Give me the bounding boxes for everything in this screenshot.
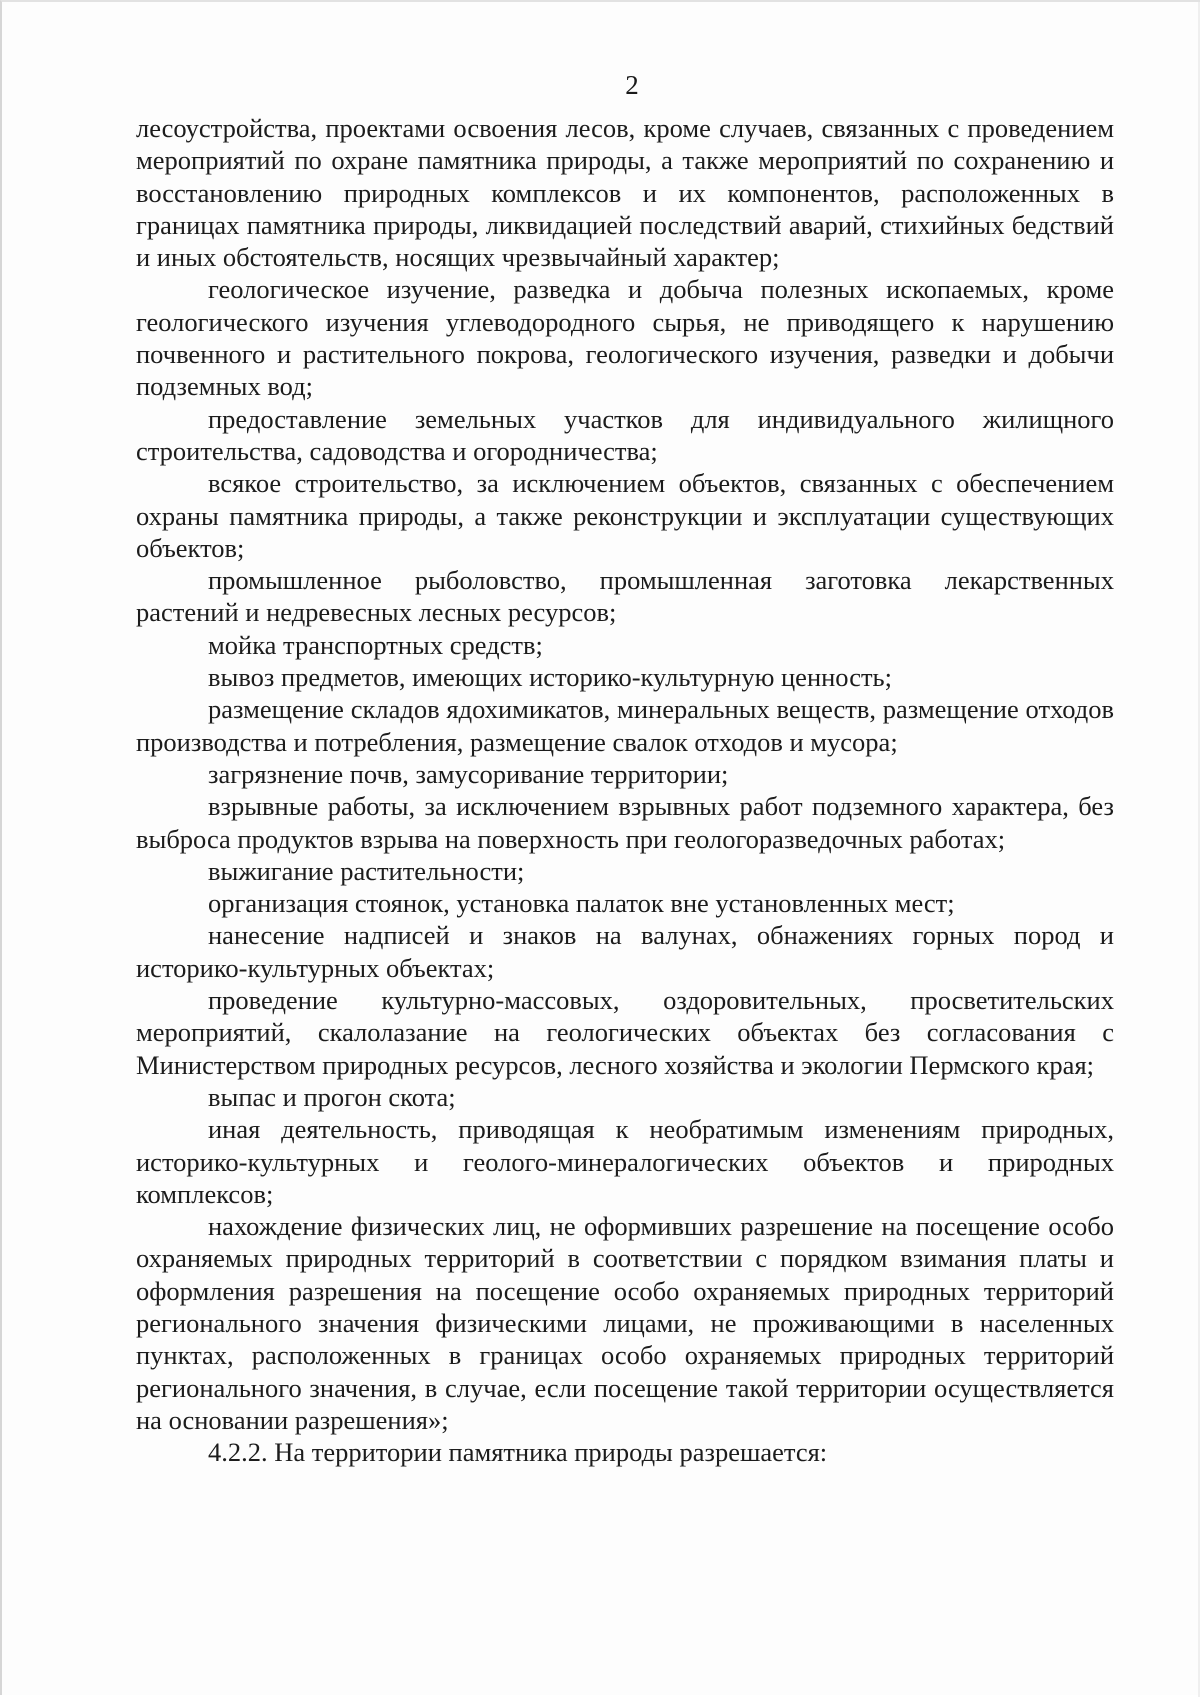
document-body <box>136 112 1114 1468</box>
paragraph-burning: выжигание растительности; <box>208 855 525 886</box>
paragraph-fishing: промышленное рыболовство, промышленная заготовка лекарственных растений и недревесных лесных ресурсов; <box>136 565 1114 628</box>
paragraph-visitor-permits: нахождение физических лиц, не оформивших разрешение на посещение особо охраняемых природных территорий в соответствии с порядком взимания платы и оформления разрешения на посещение особо охраняемых природных территорий регионального значения физическими лицами, не проживающими в населенных пунктах, расположенных в границах особо охраняемых природных территорий регионального значения, в случае, если посещение такой территории осуществляется на основании разрешения»; <box>136 1211 1114 1435</box>
paragraph-soil-pollution: загрязнение почв, замусоривание территории; <box>208 758 729 789</box>
paragraph-vehicle-washing: мойка транспортных средств; <box>208 629 543 660</box>
paragraph-blasting: взрывные работы, за исключением взрывных работ подземного характера, без выброса продуктов взрыва на поверхность при геологоразведочных работах; <box>136 791 1114 854</box>
page-number: 2 <box>625 70 639 100</box>
paragraph-continuation: лесоустройства, проектами освоения лесов, кроме случаев, связанных с проведением мероприятий по охране памятника природы, а также мероприятий по сохранению и восстановлению природных комплексов и их компонентов, расположенных в границах памятника природы, ликвидацией последствий аварий, стихийных бедствий и иных обстоятельств, носящих чрезвычайный характер; <box>136 113 1114 273</box>
paragraph-geological-exploration: геологическое изучение, разведка и добыча полезных ископаемых, кроме геологического изучения углеводородного сырья, не приводящего к нарушению почвенного и растительного покрова, геологического изучения, разведки и добычи подземных вод; <box>136 274 1114 402</box>
section-heading-4-2-2: 4.2.2. На территории памятника природы разрешается: <box>208 1437 828 1468</box>
paragraph-mass-events: проведение культурно-массовых, оздоровительных, просветительских мероприятий, скалолазание на геологических объектах без согласования с Министерством природных ресурсов, лесного хозяйства и экологии Пермского края; <box>136 985 1114 1080</box>
paragraph-removal-of-objects: вывоз предметов, имеющих историко-культурную ценность; <box>208 662 893 693</box>
paragraph-inscriptions: нанесение надписей и знаков на валунах, обнажениях горных пород и историко-культурных объектах; <box>136 920 1114 983</box>
paragraph-grazing: выпас и прогон скота; <box>208 1081 456 1112</box>
paragraph-camping: организация стоянок, установка палаток вне установленных мест; <box>208 888 955 919</box>
paragraph-other-activity: иная деятельность, приводящая к необратимым изменениям природных, историко-культурных и геолого-минералогических объектов и природных комплексов; <box>136 1114 1114 1209</box>
paragraph-land-plots: предоставление земельных участков для индивидуального жилищного строительства, садоводства и огородничества; <box>136 403 1114 466</box>
paragraph-construction: всякое строительство, за исключением объектов, связанных с обеспечением охраны памятника природы, а также реконструкции и эксплуатации существующих объектов; <box>136 468 1114 563</box>
paragraph-chemical-storage: размещение складов ядохимикатов, минеральных веществ, размещение отходов производства и потребления, размещение свалок отходов и мусора; <box>136 694 1114 757</box>
